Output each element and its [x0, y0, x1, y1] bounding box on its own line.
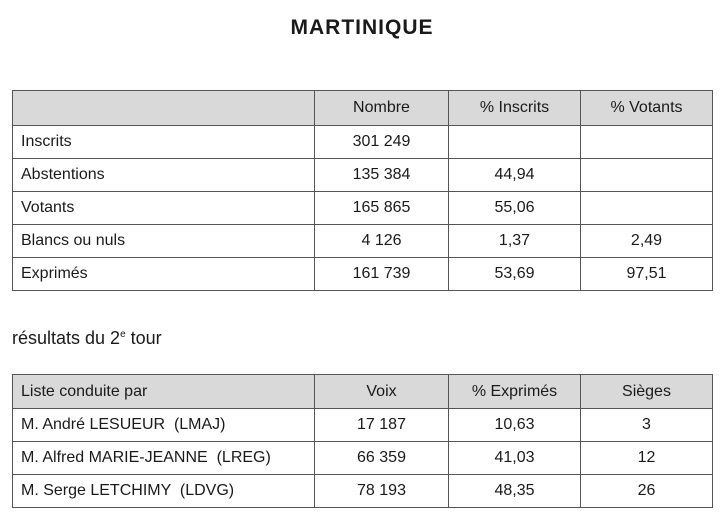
cell-pct-exprimes: 10,63: [449, 409, 581, 442]
cell-pct-votants: 2,49: [581, 225, 713, 258]
cell-pct-inscrits: [449, 126, 581, 159]
cell-nombre: 165 865: [315, 192, 449, 225]
table-row: [13, 258, 713, 291]
header-cell: Nombre: [315, 91, 449, 126]
subtitle-superscript: e: [120, 329, 126, 340]
table-row: [13, 475, 713, 508]
cell-sieges: 12: [581, 442, 713, 475]
subtitle-suffix: tour: [125, 328, 162, 348]
page-title: MARTINIQUE: [290, 16, 434, 39]
cell-nombre: 301 249: [315, 126, 449, 159]
cell-voix: 17 187: [315, 409, 449, 442]
header-cell: Sièges: [581, 375, 713, 409]
cell-pct-inscrits: 53,69: [449, 258, 581, 291]
list-leader: M. Serge LETCHIMY (LDVG): [13, 475, 315, 508]
cell-pct-votants: [581, 126, 713, 159]
row-label: Blancs ou nuls: [13, 225, 315, 258]
header-cell: % Votants: [581, 91, 713, 126]
table-row: [13, 126, 713, 159]
cell-pct-votants: [581, 159, 713, 192]
row-label: Votants: [13, 192, 315, 225]
cell-nombre: 4 126: [315, 225, 449, 258]
cell-pct-inscrits: 1,37: [449, 225, 581, 258]
cell-pct-votants: [581, 192, 713, 225]
cell-voix: 66 359: [315, 442, 449, 475]
table-row: [13, 409, 713, 442]
cell-voix: 78 193: [315, 475, 449, 508]
list-leader: M. Alfred MARIE-JEANNE (LREG): [13, 442, 315, 475]
cell-nombre: 135 384: [315, 159, 449, 192]
cell-sieges: 3: [581, 409, 713, 442]
cell-nombre: 161 739: [315, 258, 449, 291]
header-cell: % Inscrits: [449, 91, 581, 126]
header-cell: [13, 91, 315, 126]
cell-pct-exprimes: 48,35: [449, 475, 581, 508]
cell-pct-votants: 97,51: [581, 258, 713, 291]
results-subtitle: [12, 328, 162, 349]
table-row: [13, 442, 713, 475]
header-cell: Liste conduite par: [13, 375, 315, 409]
row-label: Abstentions: [13, 159, 315, 192]
header-cell: Voix: [315, 375, 449, 409]
table-row: [13, 225, 713, 258]
cell-pct-inscrits: 44,94: [449, 159, 581, 192]
cell-pct-inscrits: 55,06: [449, 192, 581, 225]
row-label: Exprimés: [13, 258, 315, 291]
cell-pct-exprimes: 41,03: [449, 442, 581, 475]
table-header-row: [13, 91, 713, 126]
table-header-row: [13, 375, 713, 409]
results-table: [12, 374, 713, 508]
list-leader: M. André LESUEUR (LMAJ): [13, 409, 315, 442]
participation-table: [12, 90, 713, 291]
table-row: [13, 192, 713, 225]
header-cell: % Exprimés: [449, 375, 581, 409]
cell-sieges: 26: [581, 475, 713, 508]
row-label: Inscrits: [13, 126, 315, 159]
table-row: [13, 159, 713, 192]
subtitle-prefix: résultats du 2: [12, 328, 121, 348]
